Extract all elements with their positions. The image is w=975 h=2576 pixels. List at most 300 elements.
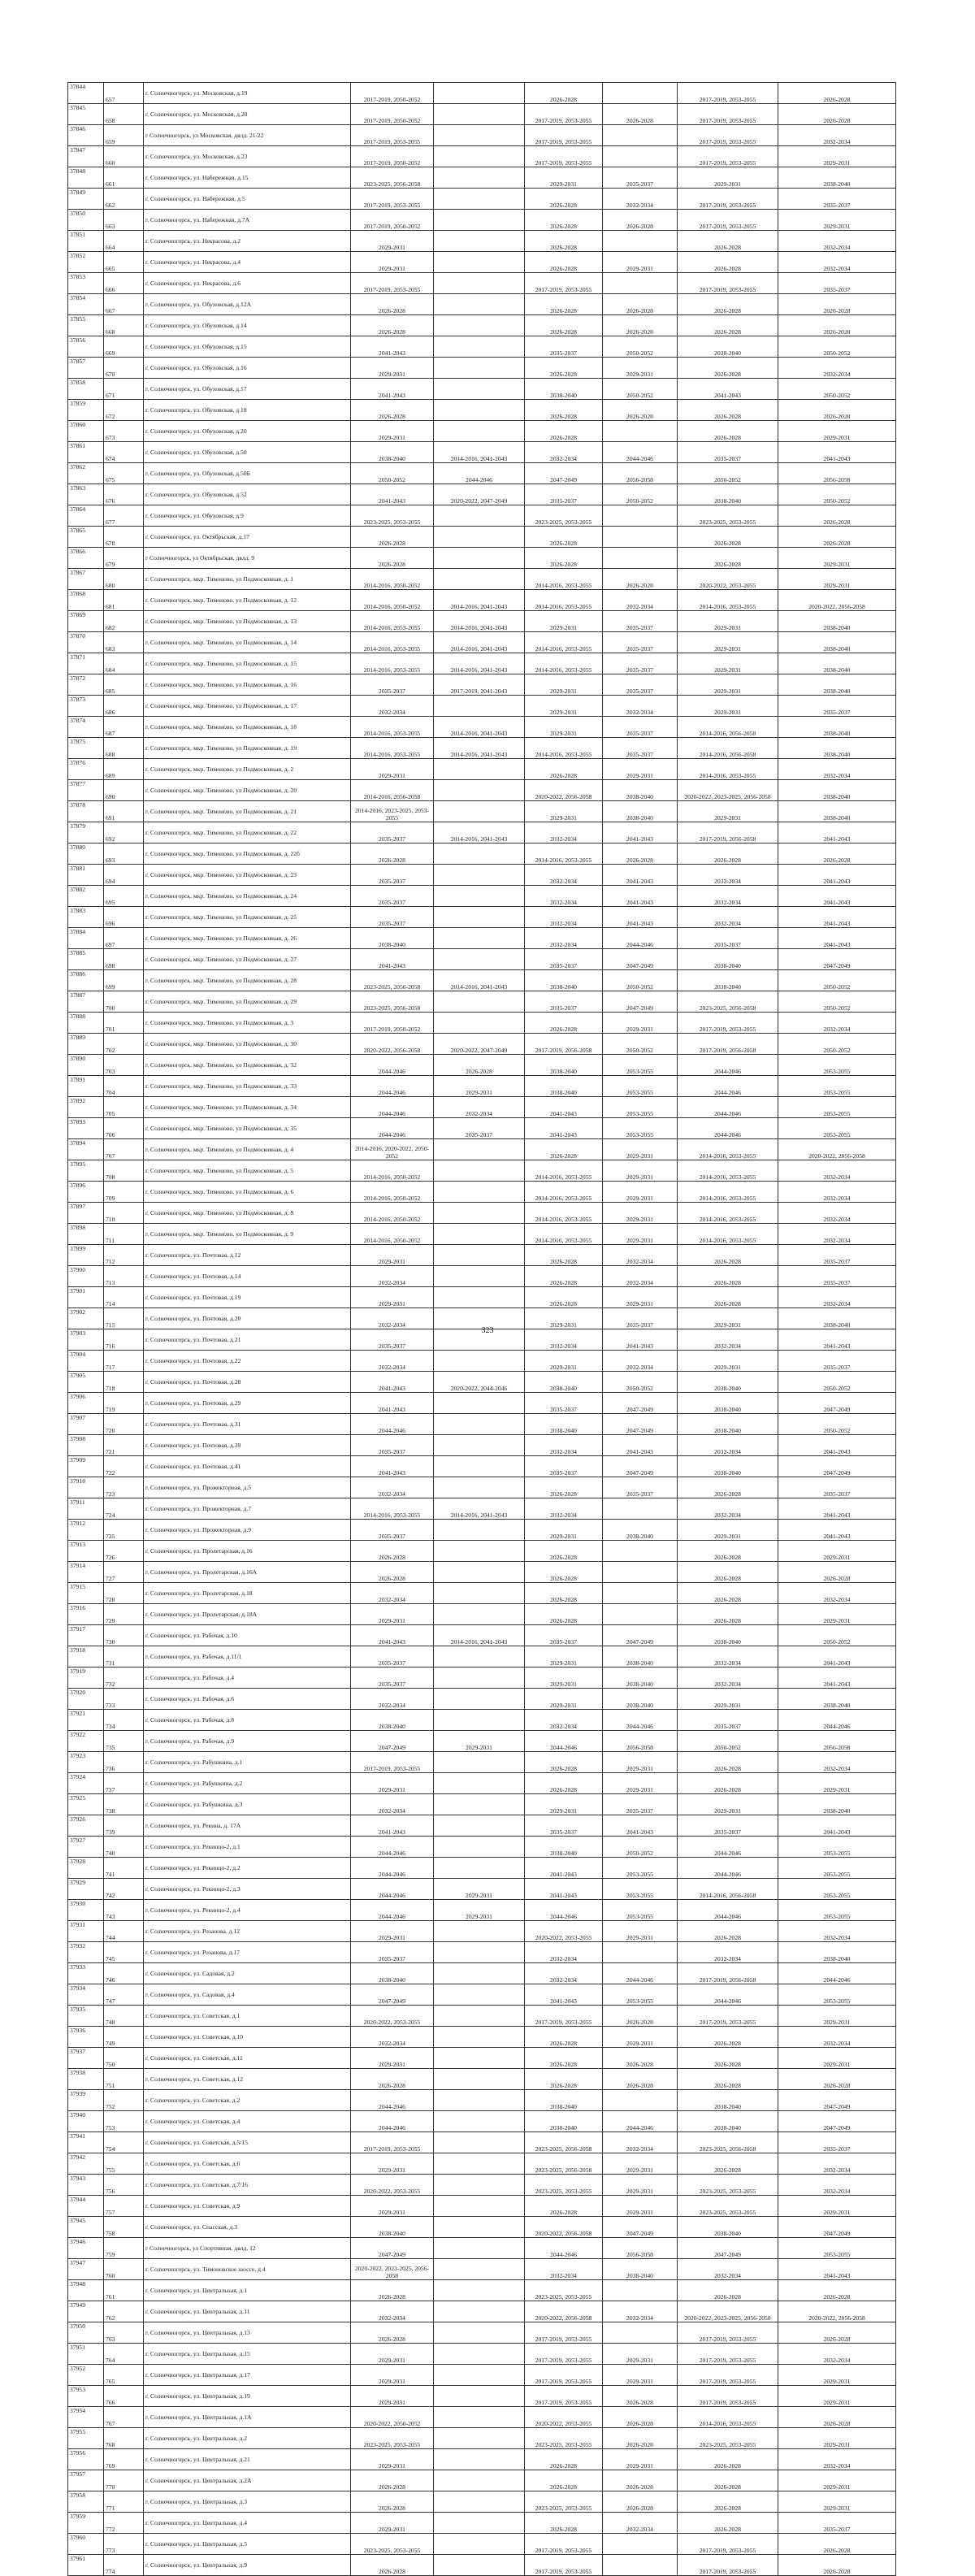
period-cell: 2017-2019, 2056-2058 — [678, 1034, 778, 1055]
period-cell: 2050-2052 — [778, 970, 896, 991]
record-number-cell: 37916 — [68, 1604, 104, 1625]
period-cell — [434, 1794, 525, 1815]
period-cell: 2041-2043 — [603, 1329, 678, 1351]
address-cell: г. Солнечногорск, ул. Обуховская, д.50 — [144, 442, 351, 463]
period-cell — [434, 2217, 525, 2238]
period-cell: 2026-2028 — [525, 1139, 603, 1160]
period-cell: 2017-2019, 2053-2055 — [351, 1752, 434, 1773]
address-cell: г. Солнечногорск, мкр. Тимоново, ул Подмосковная, д. 26 — [144, 928, 351, 949]
period-cell: 2020-2022, 2023-2025, 2056-2058 — [678, 780, 778, 801]
period-cell: 2029-2031 — [434, 1076, 525, 1097]
address-cell: г. Солнечногорск, ул. Некрасова, д.6 — [144, 273, 351, 294]
period-cell: 2026-2028 — [603, 315, 678, 336]
record-number-cell: 37951 — [68, 2344, 104, 2365]
period-cell — [434, 759, 525, 780]
record-number-cell: 37907 — [68, 1414, 104, 1435]
entry-number-cell: 739 — [104, 1815, 144, 1837]
period-cell: 2017-2019, 2050-2052 — [351, 1013, 434, 1034]
period-cell: 2038-2040 — [778, 1308, 896, 1329]
table-row — [68, 2280, 896, 2301]
period-cell: 2029-2031 — [778, 1541, 896, 1562]
entry-number-cell: 677 — [104, 505, 144, 527]
period-cell: 2026-2028 — [678, 2280, 778, 2301]
period-cell: 2032-2034 — [778, 1203, 896, 1224]
period-cell: 2014-2016, 2023-2025, 2053-2055 — [351, 801, 434, 822]
period-cell: 2032-2034 — [351, 1266, 434, 1287]
period-cell: 2014-2016, 2041-2043 — [434, 611, 525, 632]
period-cell — [434, 1646, 525, 1667]
record-number-cell: 37845 — [68, 104, 104, 125]
period-cell: 2026-2028 — [603, 2491, 678, 2513]
entry-number-cell: 680 — [104, 569, 144, 590]
period-cell: 2047-2049 — [778, 1456, 896, 1477]
period-cell — [603, 2555, 678, 2576]
period-cell: 2029-2031 — [525, 167, 603, 189]
period-cell: 2029-2031 — [351, 2365, 434, 2386]
table-row — [68, 949, 896, 970]
period-cell: 2044-2046 — [778, 1710, 896, 1731]
address-cell: г. Солнечногорск, ул. Пролетарская, д.18 — [144, 1583, 351, 1604]
period-cell: 2014-2016, 2053-2055 — [678, 1139, 778, 1160]
period-cell: 2029-2031 — [678, 1689, 778, 1710]
table-row — [68, 2365, 896, 2386]
period-cell: 2038-2040 — [351, 2217, 434, 2238]
table-row — [68, 2491, 896, 2513]
period-cell: 2029-2031 — [525, 717, 603, 738]
period-cell: 2032-2034 — [778, 1921, 896, 1942]
period-cell: 2026-2028 — [525, 2449, 603, 2470]
record-number-cell: 37942 — [68, 2153, 104, 2175]
period-cell: 2032-2034 — [603, 2513, 678, 2534]
period-cell: 2041-2043 — [778, 1520, 896, 1541]
record-number-cell: 37934 — [68, 1984, 104, 2006]
period-cell: 2038-2040 — [778, 674, 896, 696]
entry-number-cell: 707 — [104, 1139, 144, 1160]
entry-number-cell: 672 — [104, 400, 144, 421]
table-row — [68, 1731, 896, 1752]
period-cell — [434, 505, 525, 527]
table-row — [68, 2238, 896, 2259]
record-number-cell: 37900 — [68, 1266, 104, 1287]
period-cell: 2026-2028 — [525, 83, 603, 104]
period-cell: 2035-2037 — [603, 1477, 678, 1498]
period-cell — [434, 2365, 525, 2386]
entry-number-cell: 689 — [104, 759, 144, 780]
period-cell: 2035-2037 — [778, 1245, 896, 1266]
period-cell — [603, 548, 678, 569]
period-cell: 2026-2028 — [678, 1604, 778, 1625]
period-cell: 2026-2028 — [525, 759, 603, 780]
table-row — [68, 759, 896, 780]
entry-number-cell: 772 — [104, 2513, 144, 2534]
period-cell — [434, 1710, 525, 1731]
table-row — [68, 421, 896, 442]
period-cell: 2047-2049 — [603, 1414, 678, 1435]
period-cell: 2029-2031 — [525, 674, 603, 696]
address-cell: г. Солнечногорск, ул. Центральная, д.17 — [144, 2365, 351, 2386]
table-row — [68, 189, 896, 210]
period-cell: 2032-2034 — [351, 1477, 434, 1498]
table-row — [68, 1562, 896, 1583]
record-number-cell: 37873 — [68, 696, 104, 717]
record-number-cell: 37862 — [68, 463, 104, 484]
period-cell: 2041-2043 — [525, 1984, 603, 2006]
period-cell: 2026-2028 — [525, 252, 603, 273]
period-cell — [434, 231, 525, 252]
period-cell: 2032-2034 — [778, 1013, 896, 1034]
period-cell: 2032-2034 — [603, 590, 678, 611]
address-cell: г. Солнечногорск, мкр. Тимоново, ул Подмосковная, д. 2 — [144, 759, 351, 780]
period-cell: 2035-2037 — [525, 991, 603, 1013]
entry-number-cell: 717 — [104, 1351, 144, 1372]
period-cell: 2038-2040 — [678, 1414, 778, 1435]
period-cell — [434, 2175, 525, 2196]
entry-number-cell: 676 — [104, 484, 144, 505]
period-cell — [434, 1435, 525, 1456]
period-cell: 2038-2040 — [778, 167, 896, 189]
record-number-cell: 37858 — [68, 379, 104, 400]
period-cell: 2029-2031 — [603, 1013, 678, 1034]
period-cell: 2044-2046 — [351, 2090, 434, 2111]
address-cell: г. Солнечногорск, ул. Обуховская, д.50Б — [144, 463, 351, 484]
period-cell: 2017-2019, 2056-2058 — [525, 1034, 603, 1055]
period-cell: 2032-2034 — [525, 442, 603, 463]
entry-number-cell: 766 — [104, 2386, 144, 2407]
period-cell: 2017-2019, 2050-2052 — [351, 83, 434, 104]
period-cell: 2029-2031 — [678, 653, 778, 674]
period-cell: 2032-2034 — [678, 1942, 778, 1963]
entry-number-cell: 740 — [104, 1837, 144, 1858]
address-cell: г. Солнечногорск, ул. Центральная, д.21 — [144, 2449, 351, 2470]
period-cell: 2029-2031 — [603, 358, 678, 379]
period-cell: 2023-2025, 2053-2055 — [351, 2428, 434, 2449]
period-cell: 2029-2031 — [351, 421, 434, 442]
period-cell: 2020-2022, 2047-2049 — [434, 1034, 525, 1055]
entry-number-cell: 683 — [104, 632, 144, 653]
record-number-cell: 37961 — [68, 2555, 104, 2576]
period-cell — [434, 865, 525, 886]
period-cell: 2026-2028 — [351, 843, 434, 865]
address-cell: г. Солнечногорск, ул. Рекинцо-2, д.4 — [144, 1900, 351, 1921]
period-cell: 2038-2040 — [778, 611, 896, 632]
table-row — [68, 2090, 896, 2111]
period-cell: 2017-2019, 2053-2055 — [678, 2534, 778, 2555]
period-cell: 2029-2031 — [603, 1773, 678, 1794]
record-number-cell: 37855 — [68, 315, 104, 336]
record-number-cell: 37910 — [68, 1477, 104, 1498]
period-cell: 2026-2028 — [525, 2513, 603, 2534]
period-cell — [434, 527, 525, 548]
table-row — [68, 1900, 896, 1921]
period-cell: 2032-2034 — [678, 865, 778, 886]
period-cell: 2050-2052 — [778, 1414, 896, 1435]
period-cell: 2038-2040 — [603, 780, 678, 801]
period-cell: 2032-2034 — [778, 1583, 896, 1604]
period-cell: 2014-2016, 2053-2055 — [678, 759, 778, 780]
entry-number-cell: 709 — [104, 1182, 144, 1203]
period-cell — [434, 104, 525, 125]
record-number-cell: 37957 — [68, 2470, 104, 2491]
entry-number-cell: 698 — [104, 949, 144, 970]
address-cell: г. Солнечногорск, ул. Некрасова, д.4 — [144, 252, 351, 273]
period-cell: 2026-2028 — [678, 2027, 778, 2048]
entry-number-cell: 761 — [104, 2280, 144, 2301]
table-row — [68, 1372, 896, 1393]
period-cell: 2053-2055 — [603, 1097, 678, 1118]
table-row — [68, 2217, 896, 2238]
period-cell: 2023-2025, 2053-2055 — [525, 505, 603, 527]
period-cell: 2029-2031 — [603, 759, 678, 780]
table-row — [68, 2322, 896, 2344]
address-cell: г. Солнечногорск, ул. Розанова, д.12 — [144, 1921, 351, 1942]
address-cell: г. Солнечногорск, мкр. Тимоново, ул Подмосковная, д. 33 — [144, 1076, 351, 1097]
period-cell: 2026-2028 — [603, 2470, 678, 2491]
period-cell: 2026-2028 — [603, 294, 678, 315]
period-cell: 2029-2031 — [778, 548, 896, 569]
period-cell: 2032-2034 — [778, 1182, 896, 1203]
table-row — [68, 801, 896, 822]
table-row — [68, 125, 896, 146]
period-cell: 2026-2028 — [603, 400, 678, 421]
period-cell: 2041-2043 — [351, 379, 434, 400]
period-cell — [434, 400, 525, 421]
period-cell: 2023-2025, 2053-2055 — [525, 2428, 603, 2449]
period-cell: 2032-2034 — [603, 2301, 678, 2322]
entry-number-cell: 693 — [104, 843, 144, 865]
address-cell: г. Солнечногорск, ул. Центральная, д.2 — [144, 2428, 351, 2449]
period-cell: 2029-2031 — [603, 1182, 678, 1203]
period-cell: 2038-2040 — [603, 1667, 678, 1689]
table-row — [68, 1963, 896, 1984]
period-cell: 2032-2034 — [351, 1308, 434, 1329]
address-cell: г. Солнечногорск, ул. Розанова, д.17 — [144, 1942, 351, 1963]
period-cell: 2035-2037 — [351, 1646, 434, 1667]
record-number-cell: 37946 — [68, 2238, 104, 2259]
period-cell: 2038-2040 — [351, 928, 434, 949]
entry-number-cell: 714 — [104, 1287, 144, 1308]
period-cell: 2026-2028 — [525, 1752, 603, 1773]
period-cell: 2038-2040 — [603, 1689, 678, 1710]
period-cell: 2017-2019, 2053-2055 — [678, 125, 778, 146]
period-cell: 2023-2025, 2053-2055 — [678, 2196, 778, 2217]
period-cell: 2029-2031 — [434, 1900, 525, 1921]
period-cell: 2047-2049 — [603, 2217, 678, 2238]
period-cell: 2041-2043 — [351, 1456, 434, 1477]
period-cell: 2029-2031 — [778, 2006, 896, 2027]
record-number-cell: 37868 — [68, 590, 104, 611]
address-cell: г. Солнечногорск, ул. Обуховская, д.12А — [144, 294, 351, 315]
period-cell: 2026-2028 — [525, 1287, 603, 1308]
address-cell: г. Солнечногорск, ул. Прожекторная, д.5 — [144, 1477, 351, 1498]
period-cell: 2032-2034 — [525, 886, 603, 907]
period-cell: 2032-2034 — [678, 1667, 778, 1689]
period-cell: 2032-2034 — [351, 1794, 434, 1815]
period-cell: 2038-2040 — [351, 1963, 434, 1984]
period-cell: 2014-2016, 2020-2022, 2050-2052 — [351, 1139, 434, 1160]
period-cell — [434, 189, 525, 210]
period-cell: 2017-2019, 2053-2055 — [525, 2534, 603, 2555]
period-cell: 2032-2034 — [525, 1329, 603, 1351]
address-cell: г. Солнечногорск, ул. Центральная, д.4 — [144, 2513, 351, 2534]
period-cell: 2035-2037 — [603, 1794, 678, 1815]
period-cell: 2026-2028 — [351, 1541, 434, 1562]
period-cell: 2047-2049 — [678, 2238, 778, 2259]
period-cell: 2038-2040 — [678, 1393, 778, 1414]
period-cell: 2026-2028 — [603, 210, 678, 231]
record-number-cell: 37930 — [68, 1900, 104, 1921]
record-number-cell: 37938 — [68, 2069, 104, 2090]
period-cell: 2029-2031 — [351, 2048, 434, 2069]
period-cell: 2014-2016, 2053-2055 — [351, 653, 434, 674]
period-cell: 2044-2046 — [351, 1055, 434, 1076]
period-cell — [434, 1393, 525, 1414]
table-row — [68, 1013, 896, 1034]
period-cell: 2032-2034 — [778, 358, 896, 379]
period-cell: 2047-2049 — [603, 1393, 678, 1414]
table-row — [68, 2132, 896, 2153]
period-cell: 2047-2049 — [351, 1984, 434, 2006]
period-cell: 2020-2022, 2050-2052 — [351, 2407, 434, 2428]
period-cell: 2029-2031 — [778, 2428, 896, 2449]
record-number-cell: 37891 — [68, 1076, 104, 1097]
period-cell: 2026-2028 — [678, 548, 778, 569]
entry-number-cell: 703 — [104, 1055, 144, 1076]
address-cell: г. Солнечногорск, мкр. Тимоново, ул Подмосковная, д. 35 — [144, 1118, 351, 1139]
table-row — [68, 1477, 896, 1498]
period-cell: 2029-2031 — [778, 146, 896, 167]
period-cell: 2053-2055 — [778, 1097, 896, 1118]
period-cell: 2032-2034 — [778, 252, 896, 273]
period-cell: 2017-2019, 2053-2055 — [351, 125, 434, 146]
period-cell: 2044-2046 — [351, 1837, 434, 1858]
period-cell: 2029-2031 — [525, 1308, 603, 1329]
entry-number-cell: 702 — [104, 1034, 144, 1055]
address-cell: г. Солнечногорск, ул. Обуховская, д.15 — [144, 336, 351, 358]
record-number-cell: 37904 — [68, 1351, 104, 1372]
table-row — [68, 1583, 896, 1604]
period-cell: 2044-2046 — [678, 1076, 778, 1097]
entry-number-cell: 706 — [104, 1118, 144, 1139]
address-cell: г. Солнечногорск, ул. Рабушкина, д.3 — [144, 1794, 351, 1815]
address-cell: г. Солнечногорск, ул. Московская, д.19 — [144, 83, 351, 104]
period-cell: 2014-2016, 2053-2055 — [351, 632, 434, 653]
period-cell — [434, 1414, 525, 1435]
entry-number-cell: 686 — [104, 696, 144, 717]
period-cell: 2017-2019, 2053-2055 — [525, 2555, 603, 2576]
period-cell: 2053-2055 — [603, 1900, 678, 1921]
record-number-cell: 37920 — [68, 1689, 104, 1710]
entry-number-cell: 758 — [104, 2217, 144, 2238]
period-cell: 2035-2037 — [778, 189, 896, 210]
table-row — [68, 2196, 896, 2217]
table-row — [68, 1520, 896, 1541]
period-cell: 2026-2028 — [778, 83, 896, 104]
period-cell: 2026-2028 — [778, 2555, 896, 2576]
period-cell — [434, 315, 525, 336]
period-cell: 2035-2037 — [678, 442, 778, 463]
period-cell — [434, 1520, 525, 1541]
table-row — [68, 527, 896, 548]
record-number-cell: 37870 — [68, 632, 104, 653]
period-cell — [434, 2534, 525, 2555]
period-cell: 2032-2034 — [525, 907, 603, 928]
page-number: 323 — [481, 1326, 494, 1335]
table-row — [68, 1773, 896, 1794]
entry-number-cell: 687 — [104, 717, 144, 738]
record-number-cell: 37927 — [68, 1837, 104, 1858]
period-cell: 2014-2016, 2053-2055 — [525, 1182, 603, 1203]
record-number-cell: 37950 — [68, 2322, 104, 2344]
period-cell: 2032-2034 — [778, 1224, 896, 1245]
period-cell — [434, 843, 525, 865]
period-cell — [434, 548, 525, 569]
period-cell: 2053-2055 — [778, 1879, 896, 1900]
period-cell: 2032-2034 — [778, 2449, 896, 2470]
period-cell: 2026-2028 — [351, 527, 434, 548]
period-cell — [434, 1266, 525, 1287]
period-cell: 2014-2016, 2053-2055 — [678, 590, 778, 611]
address-cell: г. Солнечногорск, ул. Рабочая, д.4 — [144, 1667, 351, 1689]
address-cell: г. Солнечногорск, ул. Центральная, д.1А — [144, 2407, 351, 2428]
table-row — [68, 2449, 896, 2470]
period-cell: 2029-2031 — [434, 1731, 525, 1752]
address-cell: г. Солнечногорск, ул. Центральная, д.3 — [144, 2491, 351, 2513]
address-cell: г. Солнечногорск, ул. Обуховская, д.14 — [144, 315, 351, 336]
entry-number-cell: 734 — [104, 1710, 144, 1731]
entry-number-cell: 748 — [104, 2006, 144, 2027]
period-cell: 2026-2028 — [525, 548, 603, 569]
entry-number-cell: 715 — [104, 1308, 144, 1329]
period-cell: 2041-2043 — [525, 1118, 603, 1139]
period-cell: 2044-2046 — [678, 1118, 778, 1139]
address-cell: г. Солнечногорск, ул. Спасская, д.3 — [144, 2217, 351, 2238]
period-cell: 2050-2052 — [603, 484, 678, 505]
period-cell: 2041-2043 — [603, 822, 678, 843]
entry-number-cell: 724 — [104, 1498, 144, 1520]
table-row — [68, 738, 896, 759]
period-cell — [434, 1456, 525, 1477]
period-cell: 2026-2028 — [678, 1562, 778, 1583]
period-cell — [434, 801, 525, 822]
period-cell: 2044-2046 — [351, 1858, 434, 1879]
period-cell: 2020-2022, 2056-2058 — [525, 780, 603, 801]
period-cell: 2050-2052 — [778, 1372, 896, 1393]
period-cell: 2035-2037 — [778, 696, 896, 717]
record-number-cell: 37924 — [68, 1773, 104, 1794]
period-cell: 2026-2028 — [678, 358, 778, 379]
period-cell: 2026-2028 — [778, 2322, 896, 2344]
address-cell: г. Солнечногорск, ул. Советская, д.6 — [144, 2153, 351, 2175]
entry-number-cell: 738 — [104, 1794, 144, 1815]
period-cell: 2032-2034 — [525, 1710, 603, 1731]
period-cell: 2026-2028 — [778, 2280, 896, 2301]
table-row — [68, 336, 896, 358]
period-cell: 2041-2043 — [351, 484, 434, 505]
address-cell: г. Солнечногорск, ул. Рабочая, д.11/1 — [144, 1646, 351, 1667]
period-cell: 2017-2019, 2053-2055 — [678, 2322, 778, 2344]
period-cell: 2038-2040 — [678, 2217, 778, 2238]
record-number-cell: 37898 — [68, 1224, 104, 1245]
address-cell: г. Солнечногорск, ул. Почтовая, д.28 — [144, 1372, 351, 1393]
period-cell — [434, 2344, 525, 2365]
record-number-cell: 37865 — [68, 527, 104, 548]
period-cell: 2017-2019, 2053-2055 — [525, 2365, 603, 2386]
period-cell: 2029-2031 — [351, 1921, 434, 1942]
record-number-cell: 37888 — [68, 1013, 104, 1034]
table-row — [68, 1815, 896, 1837]
period-cell: 2014-2016, 2053-2055 — [525, 1203, 603, 1224]
period-cell: 2032-2034 — [525, 2259, 603, 2280]
